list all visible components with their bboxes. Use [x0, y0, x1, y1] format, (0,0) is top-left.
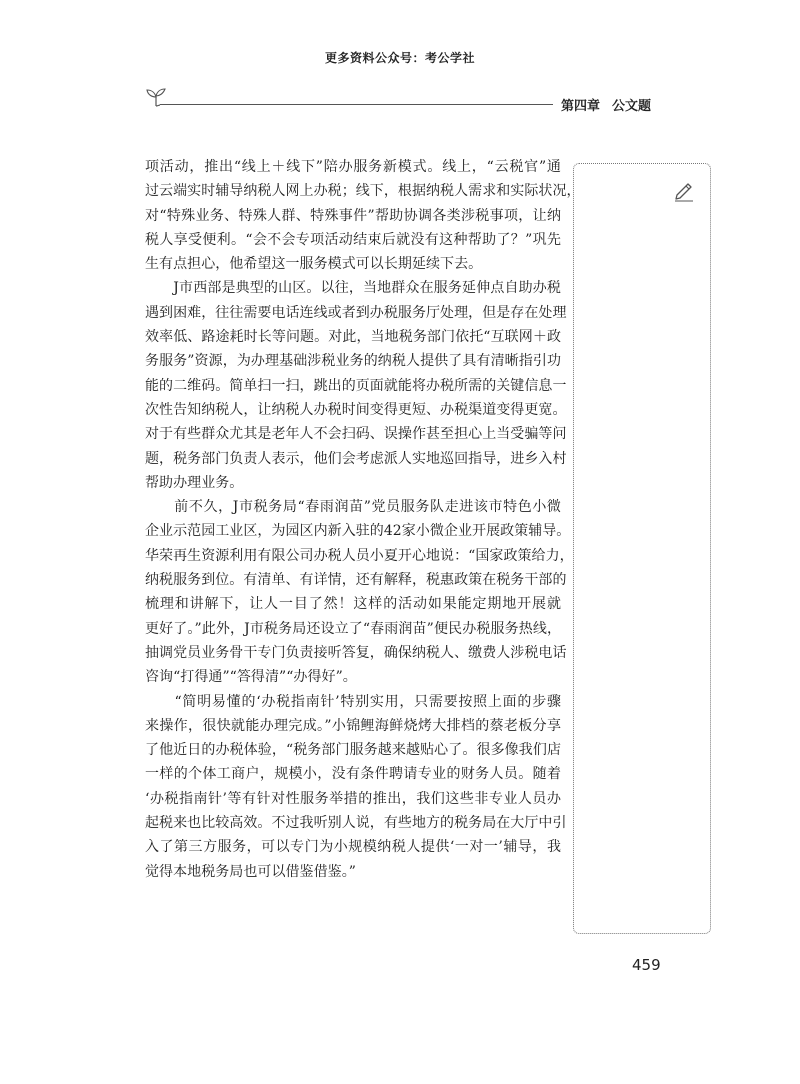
text-line: 对于有些群众尤其是老年人不会扫码、误操作甚至担心上当受骗等问: [145, 426, 567, 443]
pencil-icon: [672, 178, 696, 202]
text-line: 一样的个体工商户，规模小，没有条件聘请专业的财务人员。随着: [145, 766, 561, 783]
text-line: J市西部是典型的山区。以往，当地群众在服务延伸点自助办税: [145, 280, 561, 297]
page-number: 459: [632, 956, 661, 974]
text-line: 华荣再生资源利用有限公司办税人员小夏开心地说：“国家政策给力，: [145, 547, 574, 564]
text-line: 题，税务部门负责人表示，他们会考虑派人实地巡回指导，进乡入村: [145, 450, 567, 467]
paragraph-1: [145, 155, 581, 276]
text-line: ‘办税指南针’等有针对性服务举措的推出，我们这些非专业人员办: [145, 790, 561, 807]
text-line: 咨询“打得通”“答得清”“办得好”。: [145, 669, 357, 686]
notes-margin-box: [573, 163, 711, 934]
text-line: 梳理和讲解下，让人一目了然！这样的活动如果能定期地开展就: [145, 596, 561, 613]
chapter-number: 第四章: [561, 99, 601, 114]
text-line: 纳税服务到位。有清单、有详情，还有解释，税惠政策在税务干部的: [145, 572, 567, 589]
text-line: 生有点担心，他希望这一服务模式可以长期延续下去。: [145, 256, 483, 273]
header-rule: [160, 104, 553, 105]
text-line: 对“特殊业务、特殊人群、特殊事件”帮助协调各类涉税事项，让纳: [145, 207, 561, 224]
article-body: [145, 155, 581, 884]
text-line: 税人享受便利。“会不会专项活动结束后就没有这种帮助了？”巩先: [145, 231, 561, 248]
text-line: 过云端实时辅导纳税人网上办税；线下，根据纳税人需求和实际状况，: [145, 183, 581, 200]
text-line: 能的二维码。简单扫一扫，跳出的页面就能将办税所需的关键信息一: [145, 377, 567, 394]
paragraph-3: [145, 495, 574, 689]
paragraph-2: [145, 276, 567, 495]
text-line: 起税来也比较高效。不过我听别人说，有些地方的税务局在大厅中引: [145, 815, 567, 832]
text-line: 抽调党员业务骨干专门负责接听答复，确保纳税人、缴费人涉税电话: [145, 644, 567, 661]
text-line: 了他近日的办税体验，“税务部门服务越来越贴心了。很多像我们店: [145, 742, 561, 759]
text-line: 次性告知纳税人，让纳税人办税时间变得更短、办税渠道变得更宽。: [145, 401, 567, 418]
text-line: 帮助办理业务。: [145, 474, 244, 491]
text-line: “简明易懂的‘办税指南针’特别实用，只需要按照上面的步骤: [145, 693, 561, 710]
text-line: 效率低、路途耗时长等问题。对此，当地税务部门依托“互联网＋政: [145, 329, 561, 346]
top-banner: 更多资料公众号：考公学社: [324, 51, 475, 65]
text-line: 来操作，很快就能办理完成。”小锦鲤海鲜烧烤大排档的蔡老板分享: [145, 717, 561, 734]
chapter-section: 公文题: [612, 99, 652, 114]
text-line: 前不久，J市税务局“春雨润苗”党员服务队走进该市特色小微: [145, 499, 561, 516]
text-line: 项活动，推出“线上＋线下”陪办服务新模式。线上，“云税官”通: [145, 159, 561, 175]
paragraph-4: [145, 690, 567, 884]
text-line: 入了第三方服务，可以专门为小规模纳税人提供‘一对一’辅导，我: [145, 839, 561, 856]
chapter-title: [561, 95, 651, 114]
text-line: 遇到困难，往往需要电话连线或者到办税服务厅处理，但是存在处理: [145, 304, 567, 321]
text-line: 务服务”资源，为办理基础涉税业务的纳税人提供了具有清晰指引功: [145, 353, 561, 370]
text-line: 更好了。”此外，J市税务局还设立了“春雨润苗”便民办税服务热线，: [145, 620, 561, 637]
text-line: 觉得本地税务局也可以借鉴借鉴。”: [145, 863, 356, 880]
text-line: 企业示范园工业区，为园区内新入驻的42家小微企业开展政策辅导。: [145, 523, 571, 540]
